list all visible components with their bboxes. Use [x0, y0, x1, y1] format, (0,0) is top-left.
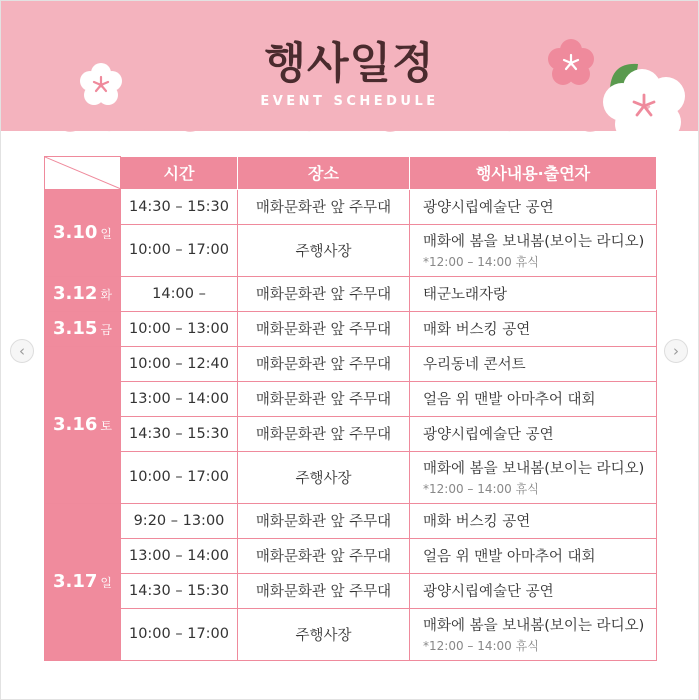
- time-cell: 10:00 – 12:40: [121, 346, 238, 381]
- place-cell: 매화문화관 앞 주무대: [238, 276, 410, 311]
- place-cell: 매화문화관 앞 주무대: [238, 381, 410, 416]
- time-cell: 10:00 – 17:00: [121, 608, 238, 660]
- event-note: *12:00 – 14:00 휴식: [423, 255, 539, 270]
- event-cell: [410, 224, 657, 276]
- date-cell: [45, 311, 121, 346]
- chevron-right-icon: ›: [673, 342, 679, 360]
- event-cell: 매화 버스킹 공연: [410, 311, 657, 346]
- place-cell: 주행사장: [238, 224, 410, 276]
- column-header-place: 장소: [238, 157, 410, 190]
- carousel-prev-button[interactable]: [10, 339, 34, 363]
- event-cell: [410, 451, 657, 503]
- table-row: [45, 538, 657, 573]
- date-weekday: 금: [100, 323, 112, 338]
- table-row: [45, 381, 657, 416]
- event-cell: 광양시립예술단 공연: [410, 189, 657, 224]
- event-cell: 매화 버스킹 공연: [410, 503, 657, 538]
- table-row: [45, 224, 657, 276]
- place-cell: 주행사장: [238, 451, 410, 503]
- time-cell: 14:30 – 15:30: [121, 189, 238, 224]
- table-row: [45, 346, 657, 381]
- table-row: [45, 573, 657, 608]
- time-cell: 10:00 – 17:00: [121, 451, 238, 503]
- event-cell: 얼음 위 맨발 아마추어 대회: [410, 538, 657, 573]
- date-cell: [45, 276, 121, 311]
- place-cell: 매화문화관 앞 주무대: [238, 573, 410, 608]
- table-row: [45, 276, 657, 311]
- event-cell: 광양시립예술단 공연: [410, 573, 657, 608]
- table-row: [45, 503, 657, 538]
- place-cell: 매화문화관 앞 주무대: [238, 346, 410, 381]
- place-cell: 매화문화관 앞 주무대: [238, 189, 410, 224]
- date-number: 3.10: [52, 222, 98, 244]
- time-cell: 14:30 – 15:30: [121, 416, 238, 451]
- time-cell: 14:30 – 15:30: [121, 573, 238, 608]
- banner-scallop-edge: [1, 116, 698, 142]
- date-weekday: 토: [100, 419, 112, 434]
- header-corner-cell: [45, 157, 121, 190]
- time-cell: 13:00 – 14:00: [121, 538, 238, 573]
- time-cell: 14:00 –: [121, 276, 238, 311]
- date-weekday: 일: [100, 227, 112, 242]
- date-cell: [45, 189, 121, 276]
- column-header-event: 행사내용·출연자: [410, 157, 657, 190]
- place-cell: 매화문화관 앞 주무대: [238, 538, 410, 573]
- event-cell: [410, 608, 657, 660]
- time-cell: 10:00 – 17:00: [121, 224, 238, 276]
- place-cell: 매화문화관 앞 주무대: [238, 416, 410, 451]
- event-text: 매화에 봄을 보내봄(보이는 라디오): [423, 461, 645, 478]
- table-header-row: [45, 157, 657, 190]
- event-cell: 얼음 위 맨발 아마추어 대회: [410, 381, 657, 416]
- date-number: 3.15: [52, 318, 98, 340]
- date-cell: [45, 503, 121, 660]
- event-text: 매화에 봄을 보내봄(보이는 라디오): [423, 618, 645, 635]
- event-cell: 태군노래자랑: [410, 276, 657, 311]
- table-row: [45, 608, 657, 660]
- event-cell: 우리동네 콘서트: [410, 346, 657, 381]
- event-note: *12:00 – 14:00 휴식: [423, 639, 539, 654]
- table-row: [45, 451, 657, 503]
- carousel-next-button[interactable]: [664, 339, 688, 363]
- date-number: 3.12: [52, 283, 98, 305]
- schedule-table: [44, 156, 657, 661]
- date-number: 3.16: [52, 414, 98, 436]
- time-cell: 13:00 – 14:00: [121, 381, 238, 416]
- column-header-time: 시간: [121, 157, 238, 190]
- table-row: [45, 311, 657, 346]
- date-weekday: 일: [100, 576, 112, 591]
- date-weekday: 화: [100, 288, 112, 303]
- time-cell: 9:20 – 13:00: [121, 503, 238, 538]
- event-cell: 광양시립예술단 공연: [410, 416, 657, 451]
- date-cell: [45, 346, 121, 503]
- place-cell: 매화문화관 앞 주무대: [238, 311, 410, 346]
- time-cell: 10:00 – 13:00: [121, 311, 238, 346]
- place-cell: 주행사장: [238, 608, 410, 660]
- event-note: *12:00 – 14:00 휴식: [423, 482, 539, 497]
- table-row: [45, 189, 657, 224]
- place-cell: 매화문화관 앞 주무대: [238, 503, 410, 538]
- page-subtitle: EVENT SCHEDULE: [260, 94, 439, 109]
- event-text: 매화에 봄을 보내봄(보이는 라디오): [423, 234, 645, 251]
- page-title: 행사일정: [264, 39, 435, 89]
- date-number: 3.17: [52, 571, 98, 593]
- chevron-left-icon: ‹: [19, 342, 25, 360]
- table-row: [45, 416, 657, 451]
